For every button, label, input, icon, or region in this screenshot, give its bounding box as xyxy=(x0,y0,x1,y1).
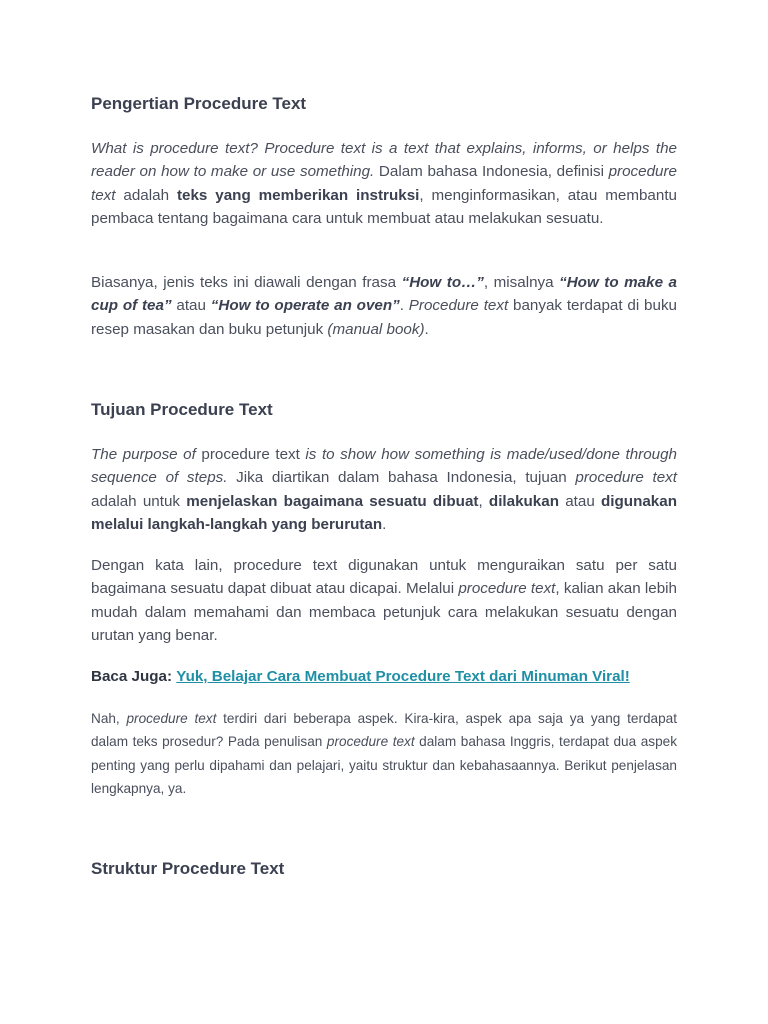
text-run: procedure text xyxy=(201,446,300,463)
text-run: dilakukan xyxy=(488,492,559,510)
text-run: Procedure text xyxy=(408,297,509,315)
text-run: Nah, xyxy=(91,711,127,726)
text-run: (manual book) xyxy=(327,320,425,338)
text-run: atau xyxy=(171,297,211,315)
text-run: , kalian akan lebih mudah dalam memahami dan membaca petunjuk cara melakukan sesuatu dengan urutan yang benar. xyxy=(91,580,677,644)
text-run: terdiri dari beberapa aspek. Kira-kira, aspek apa saja ya yang terdapat dalam teks prosedur? Pada penulisan xyxy=(91,711,677,750)
text-run: , menginformasikan, atau membantu pembaca tentang bagaimana cara untuk membuat atau melakukan sesuatu. xyxy=(91,186,677,227)
text-run: adalah untuk xyxy=(91,492,187,510)
paragraph-in-other-words xyxy=(91,554,677,647)
text-run: atau xyxy=(558,492,602,510)
text-run: “How to make a cup of tea” xyxy=(91,274,677,315)
text-run: . xyxy=(424,320,429,338)
text-run: , xyxy=(478,492,489,510)
text-run: Dalam bahasa Indonesia, definisi xyxy=(374,163,609,181)
text-run: , misalnya xyxy=(483,274,560,291)
text-run: . xyxy=(399,297,409,315)
text-run: adalah xyxy=(115,186,177,204)
paragraph-definition xyxy=(91,137,677,230)
text-run: procedure text xyxy=(126,711,217,726)
text-run: Dengan kata lain, procedure text digunakan untuk menguraikan satu per satu bagaimana sesuatu dapat dibuat atau dicapai. Melalui xyxy=(91,557,677,598)
text-run: “How to…” xyxy=(401,274,484,291)
text-run: Biasanya, jenis teks ini diawali dengan frasa xyxy=(91,274,402,291)
text-run: teks yang memberikan instruksi xyxy=(176,186,420,204)
text-run: procedure text xyxy=(326,734,415,750)
text-run: procedure text xyxy=(575,469,677,487)
text-run: “How to operate an oven” xyxy=(210,297,400,315)
text-run: menjelaskan bagaimana sesuatu dibuat xyxy=(186,492,479,510)
baca-juga-label: Baca Juga: xyxy=(91,668,173,685)
text-run: digunakan melalui langkah-langkah yang berurutan xyxy=(91,492,677,533)
text-run: is to show how something is made/used/done through sequence of steps. xyxy=(91,446,678,487)
text-run: What is procedure text? Procedure text is a text that explains, informs, or helps the reader on how to make or use something. xyxy=(91,140,677,181)
paragraph-aspects xyxy=(91,707,677,800)
heading-struktur: Struktur Procedure Text xyxy=(91,859,285,878)
text-run: Jika diartikan dalam bahasa Indonesia, tujuan xyxy=(227,469,576,487)
text-run: . xyxy=(382,515,387,533)
paragraph-purpose xyxy=(91,443,677,536)
heading-pengertian: Pengertian Procedure Text xyxy=(91,94,307,113)
heading-tujuan: Tujuan Procedure Text xyxy=(91,400,273,419)
text-run: banyak terdapat di buku resep masakan dan buku petunjuk xyxy=(91,297,677,338)
text-run: procedure text xyxy=(458,580,556,598)
baca-juga-link[interactable]: Yuk, Belajar Cara Membuat Procedure Text dari Minuman Viral! xyxy=(176,668,630,685)
text-run: dalam bahasa Inggris, terdapat dua aspek penting yang perlu dipahami dan pelajari, yaitu struktur dan kebahasaannya. Berikut penjelasan lengkapnya, ya. xyxy=(91,734,678,796)
text-run: procedure text xyxy=(91,163,677,204)
paragraph-how-to xyxy=(91,271,677,341)
text-run: The purpose of xyxy=(91,446,202,463)
baca-juga xyxy=(91,665,677,688)
